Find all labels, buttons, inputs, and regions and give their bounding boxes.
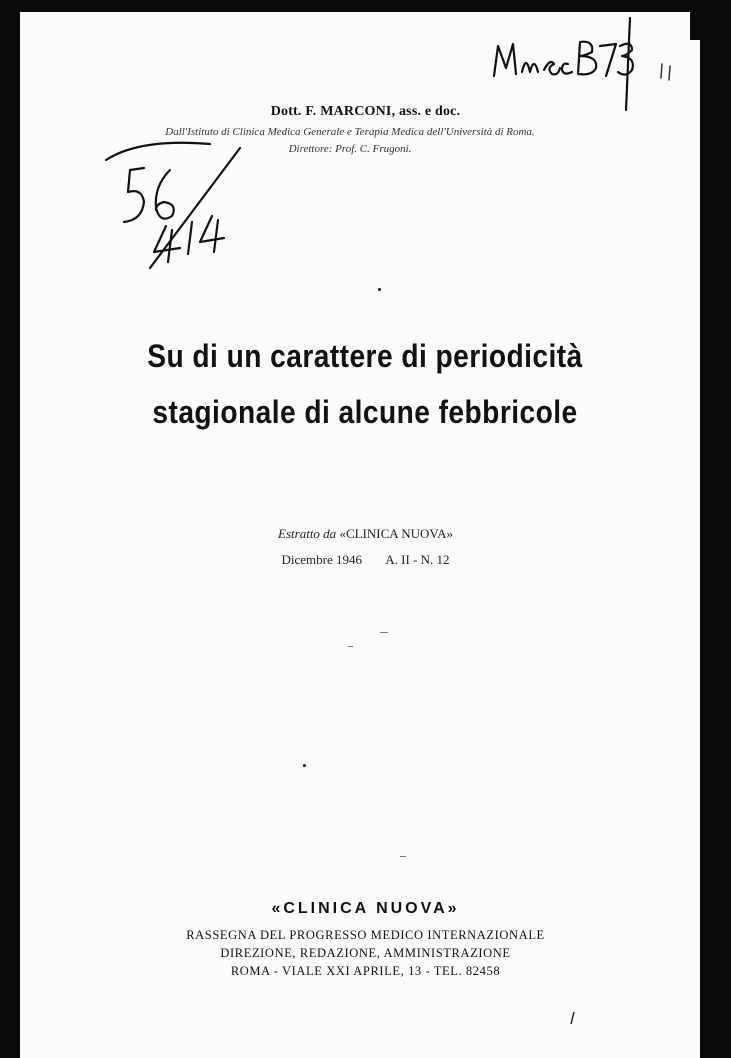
title-line-1: Su di un carattere di periodicità bbox=[147, 338, 583, 374]
publisher-name: «CLINICA NUOVA» bbox=[271, 900, 460, 917]
scan-mark bbox=[400, 856, 406, 857]
scan-border-top bbox=[0, 0, 731, 12]
scan-mark bbox=[380, 632, 388, 633]
title-line-2: stagionale di alcune febbricole bbox=[152, 394, 578, 430]
director-line: Direttore: Prof. C. Frugoni. bbox=[288, 143, 412, 155]
edition-date: Dicembre 1946 bbox=[281, 552, 362, 567]
institute-line: Dall'Istituto di Clinica Medica Generale e Terapia Medica dell'Università di Roma. bbox=[165, 126, 535, 138]
publisher-line-3: ROMA - VIALE XXI APRILE, 13 - TEL. 82458 bbox=[230, 964, 501, 978]
publisher-line-2: DIREZIONE, REDAZIONE, AMMINISTRAZIONE bbox=[220, 946, 511, 960]
speck bbox=[303, 764, 306, 767]
speck bbox=[378, 288, 381, 291]
handwritten-mark-right bbox=[658, 60, 678, 84]
scan-mark bbox=[348, 646, 353, 647]
pencil-tick bbox=[568, 1010, 578, 1026]
paper-title bbox=[97, 328, 634, 440]
extract-source: «CLINICA NUOVA» bbox=[339, 526, 453, 541]
publisher-line-1: RASSEGNA DEL PROGRESSO MEDICO INTERNAZIONALE bbox=[186, 928, 545, 942]
edition-volume: A. II - N. 12 bbox=[385, 552, 450, 567]
handwritten-inventory-number bbox=[100, 130, 260, 270]
edition-line bbox=[0, 552, 731, 568]
scan-border-corner bbox=[690, 0, 731, 40]
extract-line bbox=[0, 526, 731, 542]
author-line: Dott. F. MARCONI, ass. e doc. bbox=[270, 104, 461, 119]
extract-label: Estratto da bbox=[278, 526, 337, 541]
